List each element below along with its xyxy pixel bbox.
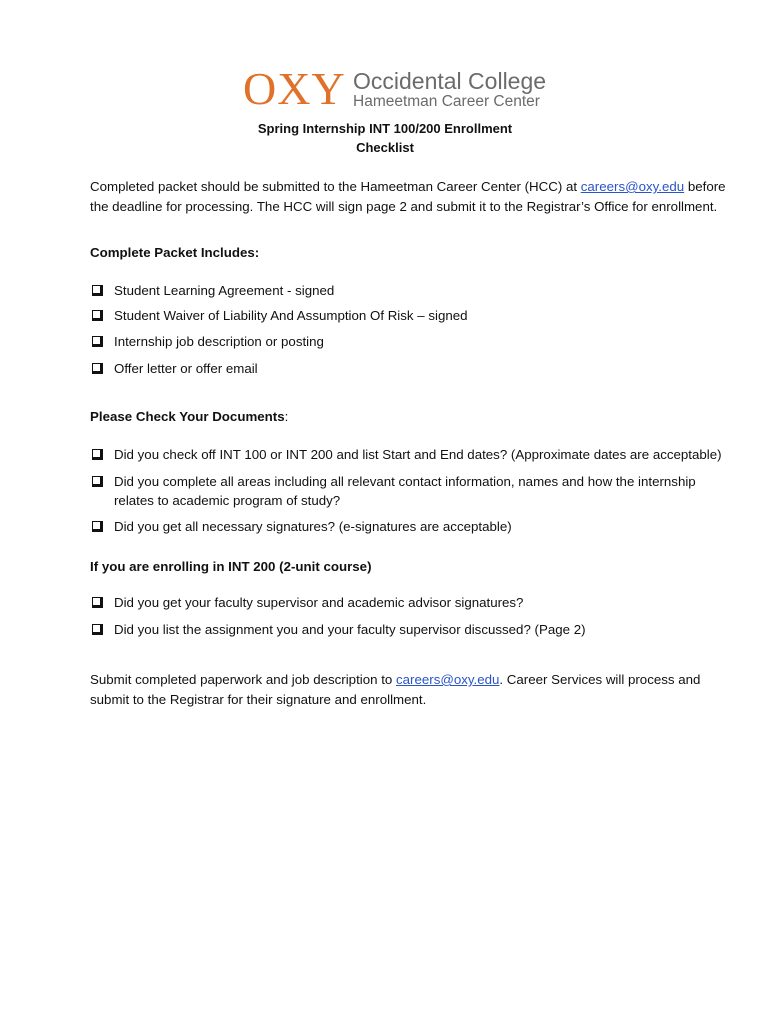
checkbox-icon[interactable] [92, 285, 103, 296]
checklist-item[interactable] [90, 594, 730, 613]
careers-email-link[interactable]: careers@oxy.edu [396, 672, 500, 687]
logo-college-name: Occidental College [353, 68, 547, 94]
checkbox-icon[interactable] [92, 624, 103, 635]
section-complete-packet-heading: Complete Packet Includes: [90, 245, 260, 260]
checkbox-icon[interactable] [92, 449, 103, 460]
section-heading-suffix: : [284, 409, 289, 424]
checklist-item[interactable] [90, 446, 730, 465]
checklist-item[interactable] [90, 333, 730, 352]
checklist-item[interactable] [90, 473, 730, 510]
closing-text-before: Submit completed paperwork and job description to [90, 672, 396, 687]
section-heading-text: Please Check Your Documents [90, 409, 285, 424]
checklist-item-label: Did you list the assignment you and your faculty supervisor discussed? (Page 2) [114, 622, 586, 637]
closing-paragraph [90, 670, 730, 709]
intro-text-before: Completed packet should be submitted to the Hameetman Career Center (HCC) at [90, 179, 581, 194]
checklist-item-label: Did you get your faculty supervisor and academic advisor signatures? [114, 595, 524, 610]
checklist-item[interactable] [90, 621, 730, 640]
checklist-item-label: Did you check off INT 100 or INT 200 and list Start and End dates? (Approximate dates are acceptable) [114, 447, 722, 462]
document-subtitle: Checklist [356, 140, 414, 155]
section-int200-heading: If you are enrolling in INT 200 (2-unit course) [90, 559, 372, 574]
document-title: Spring Internship INT 100/200 Enrollment [257, 121, 513, 136]
checklist-item[interactable] [90, 360, 730, 379]
intro-text-after: before the deadline for processing. The HCC will sign page 2 and submit it to the Registrar’s Office for enrollment. [90, 179, 726, 214]
checkbox-icon[interactable] [92, 476, 103, 487]
checklist-item-label: Offer letter or offer email [114, 361, 258, 376]
checklist-item-label: Student Waiver of Liability And Assumption Of Risk – signed [114, 308, 468, 323]
closing-text-after: . Career Services will process and submit to the Registrar for their signature and enrollment. [90, 672, 701, 707]
checkbox-icon[interactable] [92, 336, 103, 347]
checkbox-icon[interactable] [92, 363, 103, 374]
checklist-item-label: Did you get all necessary signatures? (e-signatures are acceptable) [114, 519, 512, 534]
occidental-college-logo [243, 63, 547, 114]
logo-mark: OXY [243, 63, 346, 114]
checkbox-icon[interactable] [92, 597, 103, 608]
checklist-item-label: Internship job description or posting [114, 334, 324, 349]
logo-subtitle: Hameetman Career Center [353, 93, 540, 110]
section-check-documents-heading [90, 408, 288, 426]
checklist-item[interactable] [90, 518, 730, 537]
checkbox-icon[interactable] [92, 521, 103, 532]
checklist-item-label: Did you complete all areas including all relevant contact information, names and how the internship relates to academic program of study? [114, 474, 696, 508]
checklist-item[interactable] [90, 307, 730, 326]
careers-email-link[interactable]: careers@oxy.edu [580, 179, 685, 194]
intro-paragraph [90, 177, 730, 216]
checkbox-icon[interactable] [92, 310, 103, 321]
checklist-item-label: Student Learning Agreement - signed [114, 283, 335, 298]
checklist-item[interactable] [90, 282, 730, 301]
